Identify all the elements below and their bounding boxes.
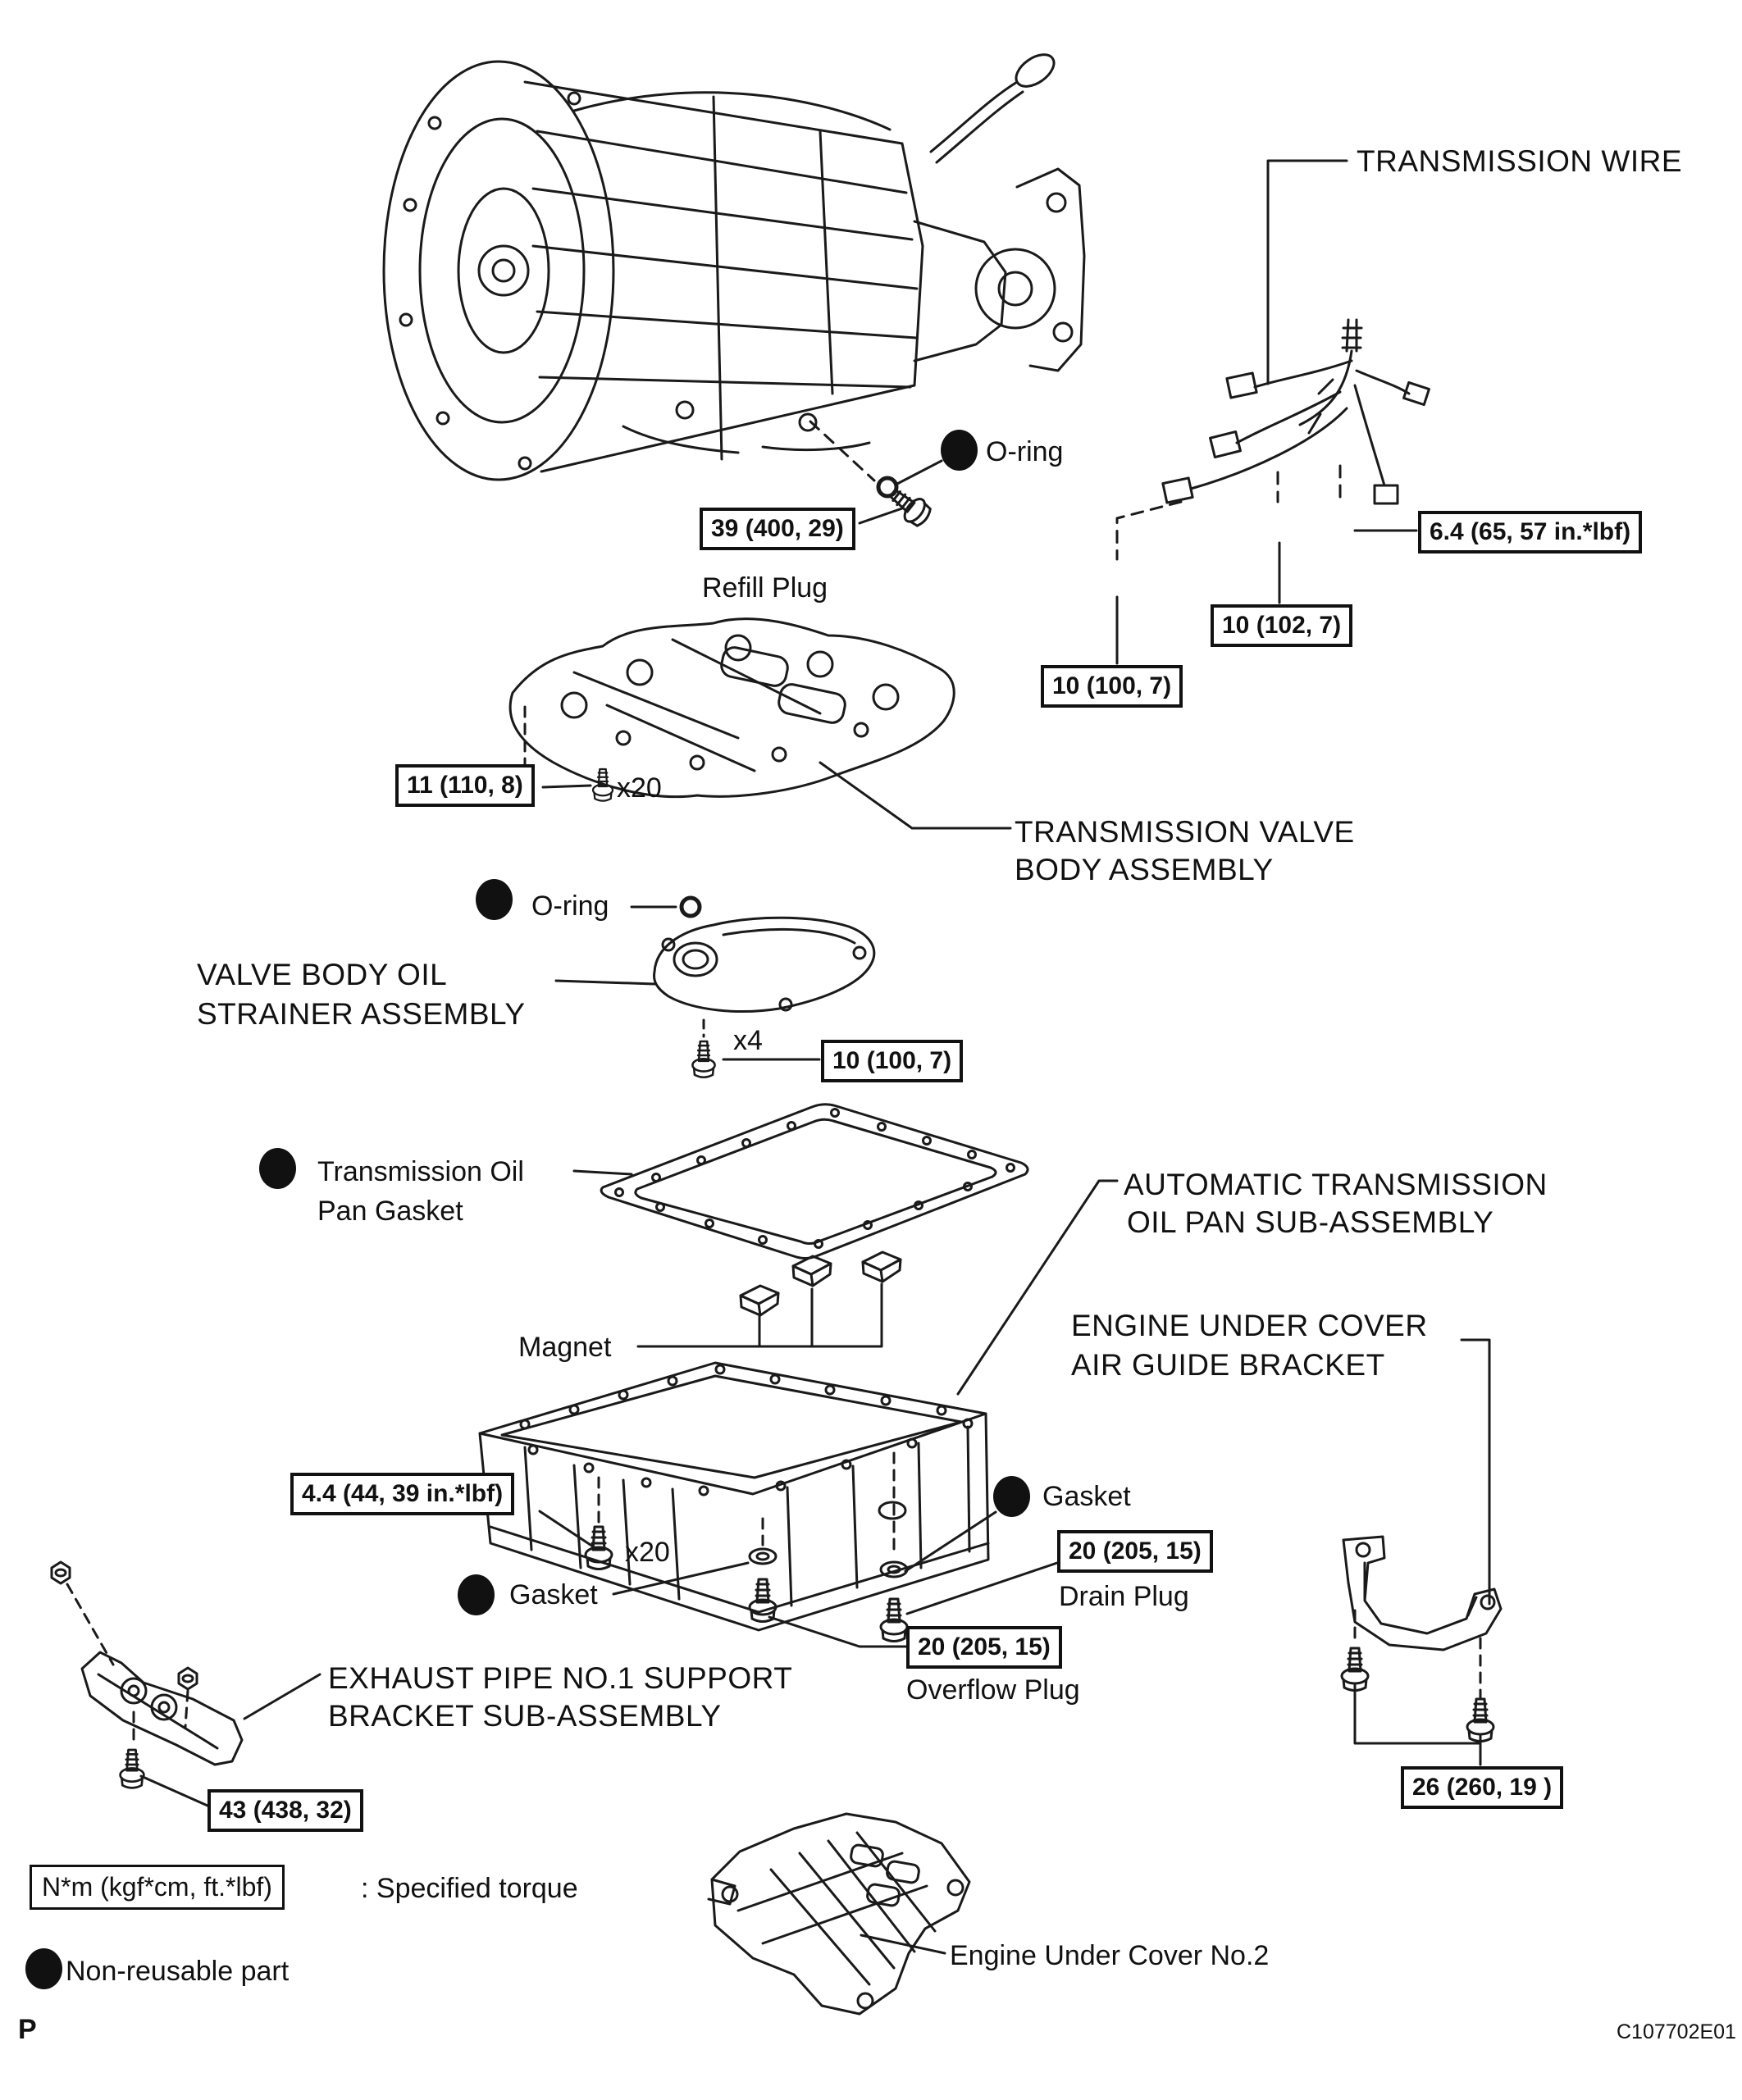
label-exhaust-bracket-line2: BRACKET SUB-ASSEMBLY — [328, 1699, 722, 1733]
exhaust-bracket-drawing — [52, 1562, 242, 1788]
label-refill-plug: Refill Plug — [702, 572, 828, 604]
torque-box-air-guide-bolt: 26 (260, 19 ) — [1401, 1766, 1563, 1809]
label-overflow-plug: Overflow Plug — [906, 1674, 1080, 1706]
label-o-ring-strainer: O-ring — [531, 891, 609, 922]
engine-under-cover-drawing — [709, 1814, 969, 2014]
label-air-guide-line2: AIR GUIDE BRACKET — [1071, 1348, 1385, 1382]
magnet-drawing — [741, 1252, 901, 1315]
non-reusable-dot-icon — [25, 1948, 62, 1989]
count-strainer-bolts: x4 — [733, 1025, 763, 1056]
label-pan-gasket-line1: Transmission Oil — [317, 1156, 524, 1187]
legend-torque-symbol-box: N*m (kgf*cm, ft.*lbf) — [30, 1865, 285, 1910]
torque-box-drain-plug: 20 (205, 15) — [1057, 1530, 1213, 1573]
label-drain-plug: Drain Plug — [1059, 1581, 1189, 1612]
non-reusable-dot-icon — [476, 879, 513, 920]
figure-code: C107702E01 — [1617, 2020, 1736, 2043]
label-oil-pan-line1: AUTOMATIC TRANSMISSION — [1124, 1168, 1548, 1201]
torque-box-wire-bolt-left: 10 (100, 7) — [1041, 665, 1183, 708]
torque-box-overflow-plug: 20 (205, 15) — [906, 1626, 1062, 1669]
legend-torque-meaning: : Specified torque — [361, 1873, 578, 1904]
torque-box-strainer-bolt: 10 (100, 7) — [821, 1040, 963, 1082]
label-o-ring-top: O-ring — [986, 436, 1064, 467]
label-strainer-line2: STRAINER ASSEMBLY — [197, 997, 526, 1031]
non-reusable-dot-icon — [458, 1574, 495, 1615]
label-air-guide-line1: ENGINE UNDER COVER — [1071, 1309, 1428, 1342]
oil-pan-gasket-drawing — [601, 1105, 1028, 1259]
legend-non-reusable: Non-reusable part — [66, 1956, 290, 1987]
o-ring-strainer-drawing — [682, 898, 700, 916]
transmission-valve-body-drawing — [510, 619, 954, 801]
torque-box-valve-body-bolt: 11 (110, 8) — [395, 764, 535, 807]
label-valve-body-line1: TRANSMISSION VALVE — [1015, 815, 1355, 849]
label-exhaust-bracket-line1: EXHAUST PIPE NO.1 SUPPORT — [328, 1661, 793, 1695]
label-gasket-overflow: Gasket — [509, 1579, 598, 1610]
label-gasket-drain: Gasket — [1042, 1481, 1131, 1512]
automatic-transmission-assembly-drawing — [384, 48, 1084, 480]
torque-box-refill-plug: 39 (400, 29) — [700, 508, 855, 550]
label-under-cover: Engine Under Cover No.2 — [950, 1940, 1270, 1971]
label-pan-gasket-line2: Pan Gasket — [317, 1196, 463, 1227]
non-reusable-dot-icon — [941, 430, 978, 471]
transmission-wire-drawing — [1163, 320, 1430, 503]
non-reusable-dot-icon — [259, 1148, 296, 1189]
label-magnet: Magnet — [518, 1332, 612, 1363]
torque-box-wire-bolt-mid: 10 (102, 7) — [1211, 604, 1352, 647]
torque-box-wire-bracket-bolt: 6.4 (65, 57 in.*lbf) — [1418, 511, 1642, 553]
torque-box-oil-pan-bolt: 4.4 (44, 39 in.*lbf) — [290, 1473, 514, 1515]
label-valve-body-line2: BODY ASSEMBLY — [1015, 853, 1274, 886]
count-valve-body-bolts: x20 — [617, 772, 662, 804]
label-oil-pan-line2: OIL PAN SUB-ASSEMBLY — [1127, 1205, 1494, 1239]
non-reusable-dot-icon — [993, 1476, 1030, 1517]
label-strainer-line1: VALVE BODY OIL — [197, 958, 448, 991]
count-oil-pan-bolts: x20 — [625, 1537, 670, 1568]
torque-box-exhaust-bracket-bolt: 43 (438, 32) — [207, 1789, 363, 1832]
page-marker: P — [18, 2014, 37, 2045]
air-guide-bracket-drawing — [1342, 1537, 1501, 1742]
label-transmission-wire: TRANSMISSION WIRE — [1357, 144, 1683, 178]
